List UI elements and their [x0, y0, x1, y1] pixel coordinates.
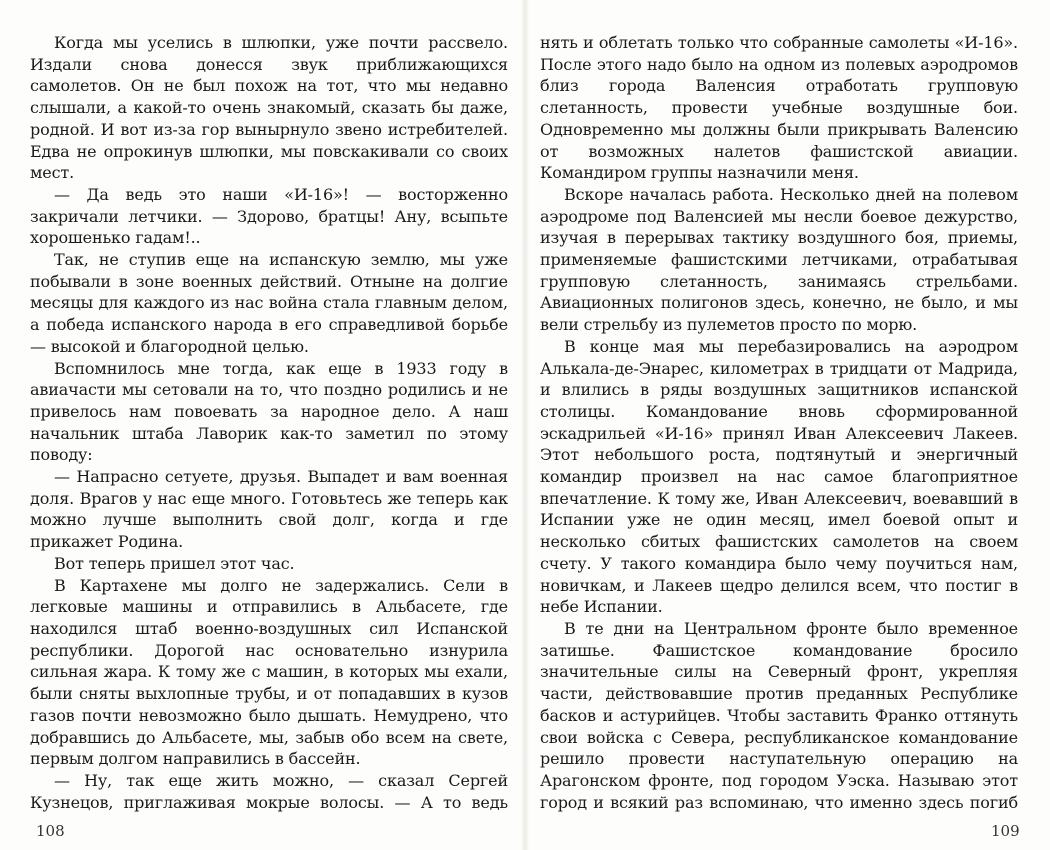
paragraph: нять и облетать только что собранные самолеты «И-16». После этого надо было на одном из полевых аэродромов близ города Валенсия отработать групповую слетанность, провести учебные воздушные бои. Одновременно мы должны были прикрывать Валенсию от возможных налетов фашистской авиации. Командиром группы назначили меня.: [540, 33, 1018, 183]
page-number-left: 108: [36, 822, 65, 840]
paragraph: Так, не ступив еще на испанскую землю, мы уже побывали в зоне военных действий. Отныне на долгие месяцы для каждого из нас война стала главным делом, а победа испанского народа в его справедливой борьбе — высокой и благородной целью.: [30, 250, 508, 356]
paragraph: — Ну, так еще жить можно, — сказал Сергей Кузнецов, приглаживая мокрые волосы. — А то ведь: [30, 770, 508, 812]
paragraph: Когда мы уселись в шлюпки, уже почти рассвело. Издали снова донесся звук приближающихся самолетов. Он не был похож на тот, что мы недавно слышали, а какой-то очень знакомый, сказать бы даже, родной. И вот из-за гор вынырнуло звено истребителей. Едва не опрокинув шлюпки, мы повскакивали со своих мест.: [30, 33, 508, 183]
paragraph: — Напрасно сетуете, друзья. Выпадет и вам военная доля. Врагов у нас еще много. Готовьтесь же теперь как можно лучше выполнить свой долг, когда и где прикажет Родина.: [30, 467, 508, 552]
paragraph: В те дни на Центральном фронте было временное затишье. Фашистское командование бросило значительные силы на Северный фронт, укрепляя части, действовавшие против преданных Республике басков и астурийцев. Чтобы заставить Франко оттянуть свои войска с Севера, республиканское командование решило провести наступательную операцию на Арагонском фронте, под городом Уэска. Называю этот город и всякий раз вспоминаю, что именно здесь погиб: [540, 618, 1018, 812]
paragraph: Вот теперь пришел этот час.: [54, 553, 295, 573]
paragraph: В Картахене мы долго не задержались. Сели в легковые машины и отправились в Альбасете, где находился штаб военно-воздушных сил Испанской республики. Дорогой нас основательно изнурила сильная жара. К тому же с машин, в которых мы ехали, были сняты выхлопные трубы, и от попадавших в кузов газов почти невозможно было дышать. Немудрено, что добравшись до Альбасете, мы, забыв обо всем на свете, первым долгом направились в бассейн.: [30, 575, 508, 769]
paragraph: В конце мая мы перебазировались на аэродром Алькала-де-Энарес, километрах в тридцати от Мадрида, и влились в ряды воздушных защитников испанской столицы. Командование вновь сформированной эскадрильей «И-16» принял Иван Алексеевич Лакеев. Этот небольшого роста, подтянутый и энергичный командир произвел на нас самое благоприятное впечатление. К тому же, Иван Алексеевич, воевавший в Испании уже не один месяц, имел боевой опыт и несколько сбитых фашистских самолетов на своем счету. У такого командира было чему поучиться нам, новичкам, и Лакеев щедро делился всем, что постиг в небе Испании.: [540, 336, 1018, 617]
paragraph: Вскоре началась работа. Несколько дней на полевом аэродроме под Валенсией мы несли боевое дежурство, изучая в перерывах тактику воздушного боя, приемы, применяемые фашистскими летчиками, отрабатывая групповую слетанность, занимаясь стрельбами. Авиационных полигонов здесь, конечно, не было, и мы вели стрельбу из пулеметов просто по морю.: [540, 184, 1018, 335]
left-page: [30, 32, 508, 812]
book-gutter: [521, 0, 529, 850]
paragraph: — Да ведь это наши «И-16»! — восторженно закричали летчики. — Здорово, братцы! Ану, всыпьте хорошенько гадам!..: [30, 184, 508, 248]
page-number-right: 109: [991, 822, 1020, 840]
right-page: [540, 32, 1018, 812]
paragraph: Вспомнилось мне тогда, как еще в 1933 году в авиачасти мы сетовали на то, что поздно родились и не привелось нам повоевать за народное дело. А наш начальник штаба Лаворик как-то заметил по этому поводу:: [30, 358, 508, 465]
